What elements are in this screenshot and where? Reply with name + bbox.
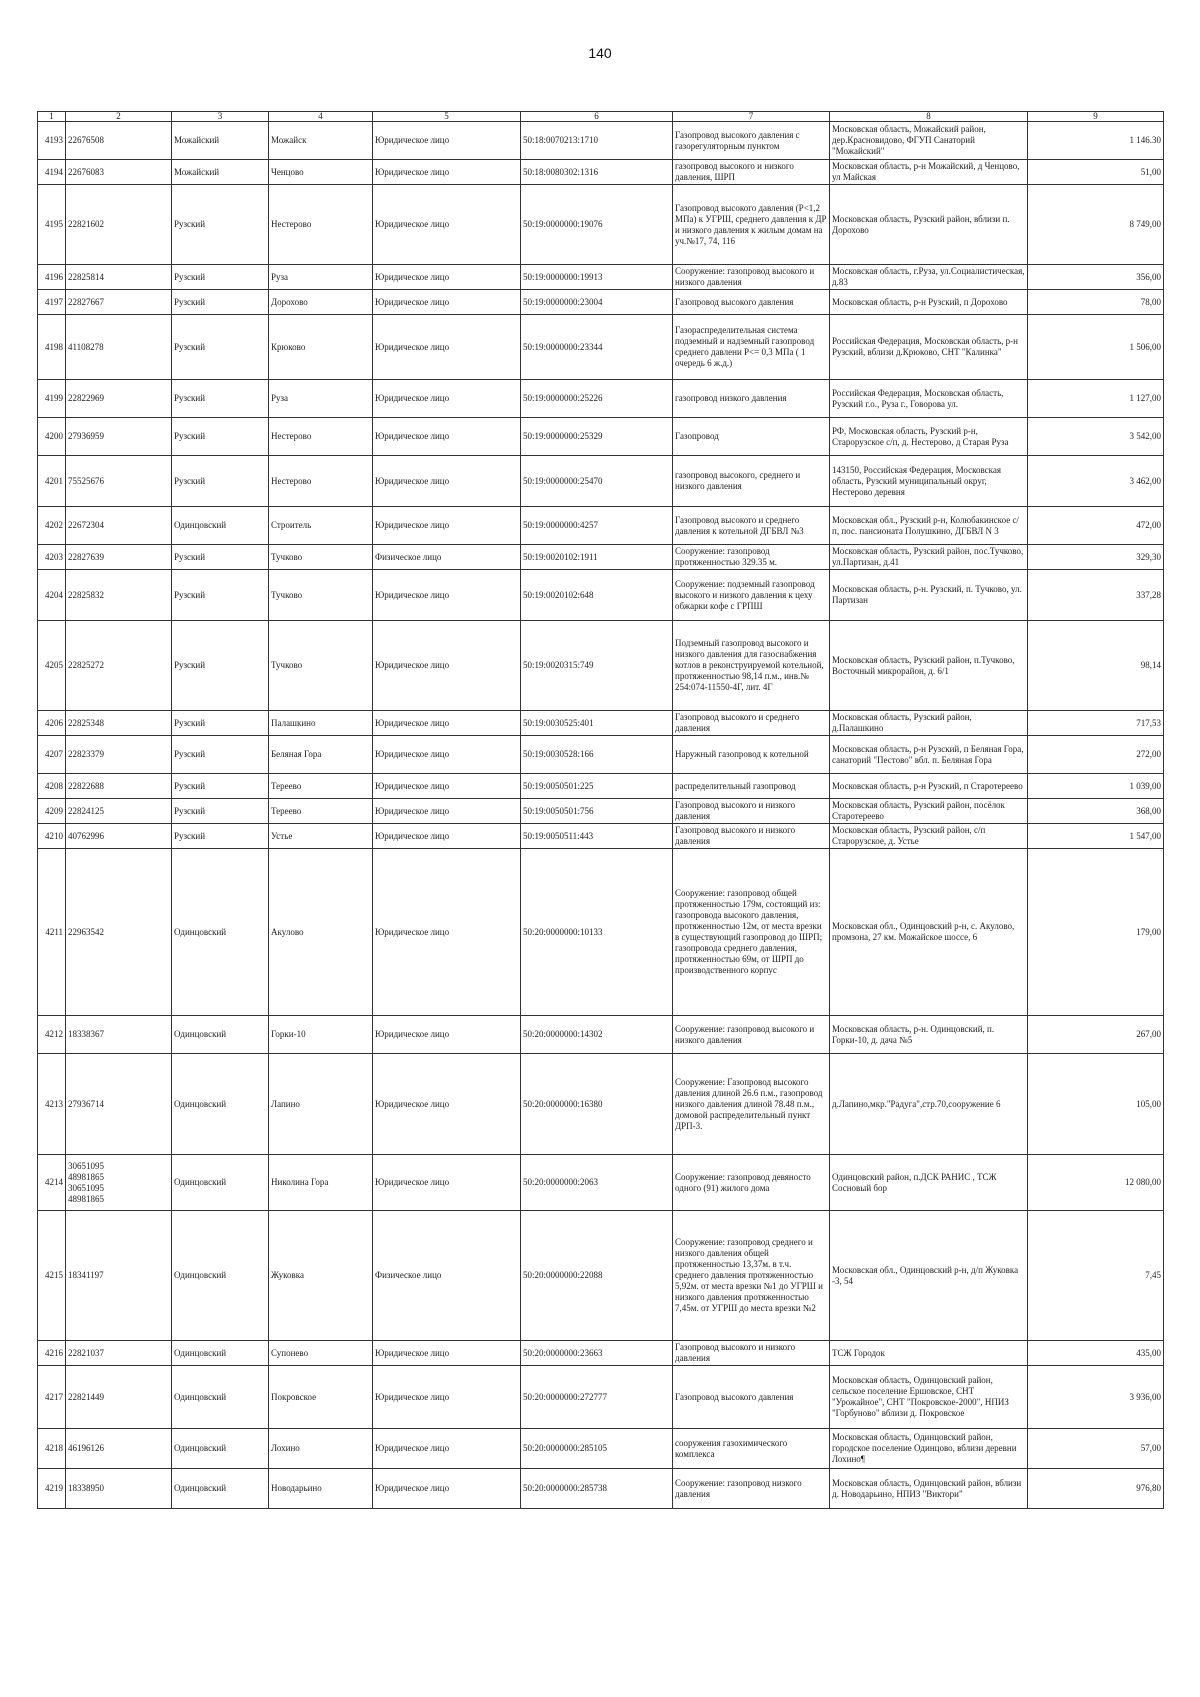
column-header: 7 [673,112,830,122]
cadastral-number-cell: 50:20:0000000:23663 [521,1341,673,1366]
district-cell: Одинцовский [172,1211,269,1341]
row-number-cell: 4215 [38,1211,66,1341]
owner-type-cell: Юридическое лицо [373,315,521,380]
column-header: 5 [373,112,521,122]
object-description-cell: Газопровод [673,418,830,456]
address-cell: Московская область, р-н Рузский, п Беляная Гора, санаторий "Пестово" вбл. п. Беляная Гора [830,736,1028,774]
object-description-cell: Газораспределительная система подземный и надземный газопровод среднего давлени Р<= 0,3 МПа ( 1 очередь 6 ж.д.) [673,315,830,380]
row-number-cell: 4205 [38,621,66,711]
table-row [38,160,1164,185]
table-row [38,711,1164,736]
value-cell: 368,00 [1028,799,1164,824]
object-description-cell: газопровод высокого, среднего и низкого давления [673,456,830,507]
address-cell: Московская область, р-н Можайский, д Ченцово, ул Майская [830,160,1028,185]
locality-cell: Жуковка [269,1211,373,1341]
code-cell: 22821602 [66,185,172,265]
object-description-cell: Газопровод высокого давления [673,1366,830,1429]
cadastral-number-cell: 50:19:0000000:25226 [521,380,673,418]
address-cell: ТСЖ Городок [830,1341,1028,1366]
locality-cell: Лохино [269,1429,373,1469]
row-number-cell: 4211 [38,849,66,1016]
table-row [38,315,1164,380]
code-cell: 18341197 [66,1211,172,1341]
cadastral-number-cell: 50:19:0050501:225 [521,774,673,799]
row-number-cell: 4194 [38,160,66,185]
cadastral-number-cell: 50:20:0000000:16380 [521,1054,673,1155]
object-description-cell: сооружения газохимического комплекса [673,1429,830,1469]
cadastral-number-cell: 50:20:0000000:2063 [521,1155,673,1211]
district-cell: Рузский [172,621,269,711]
code-cell: 22824125 [66,799,172,824]
code-cell: 22823379 [66,736,172,774]
address-cell: Одинцовский район, п.ДСК РАНИС , ТСЖ Сосновый бор [830,1155,1028,1211]
address-cell: РФ, Московская область, Рузский р-н, Старорузское с/п, д. Нестерово, д Старая Руза [830,418,1028,456]
district-cell: Рузский [172,711,269,736]
value-cell: 1 127,00 [1028,380,1164,418]
row-number-cell: 4202 [38,507,66,545]
registry-table [37,111,1164,1509]
code-cell: 30651095 48981865 30651095 48981865 [66,1155,172,1211]
address-cell: Московская область, Рузский район, вблизи п. Дорохово [830,185,1028,265]
cadastral-number-cell: 50:20:0000000:10133 [521,849,673,1016]
row-number-cell: 4214 [38,1155,66,1211]
locality-cell: Беляная Гора [269,736,373,774]
value-cell: 78,00 [1028,290,1164,315]
value-cell: 3 462,00 [1028,456,1164,507]
object-description-cell: Сооружение: газопровод высокого и низкого давления [673,1016,830,1054]
table-row [38,1211,1164,1341]
row-number-cell: 4206 [38,711,66,736]
value-cell: 267,00 [1028,1016,1164,1054]
table-row [38,849,1164,1016]
table-row [38,185,1164,265]
value-cell: 272,00 [1028,736,1164,774]
locality-cell: Тучково [269,545,373,570]
code-cell: 22825832 [66,570,172,621]
object-description-cell: Сооружение: газопровод девяносто одного (91) жилого дома [673,1155,830,1211]
row-number-cell: 4210 [38,824,66,849]
cadastral-number-cell: 50:20:0000000:285738 [521,1469,673,1509]
value-cell: 7,45 [1028,1211,1164,1341]
address-cell: Московская область, Одинцовский район, городское поселение Одинцово, вблизи деревни Лохино¶ [830,1429,1028,1469]
value-cell: 472,00 [1028,507,1164,545]
district-cell: Одинцовский [172,1469,269,1509]
table-row [38,1341,1164,1366]
locality-cell: Можайск [269,122,373,160]
owner-type-cell: Юридическое лицо [373,185,521,265]
address-cell: Московская область, р-н Рузский, п Старотереево [830,774,1028,799]
code-cell: 75525676 [66,456,172,507]
row-number-cell: 4209 [38,799,66,824]
address-cell: Московская область, Рузский район, посёлок Старотереево [830,799,1028,824]
address-cell: Московская область, Одинцовский район, вблизи д. Новодарьино, НПИЗ "Виктори" [830,1469,1028,1509]
owner-type-cell: Юридическое лицо [373,418,521,456]
locality-cell: Тучково [269,621,373,711]
object-description-cell: Газопровод высокого и низкого давления [673,799,830,824]
owner-type-cell: Юридическое лицо [373,456,521,507]
locality-cell: Покровское [269,1366,373,1429]
table-row [38,1155,1164,1211]
district-cell: Рузский [172,290,269,315]
column-header: 1 [38,112,66,122]
address-cell: Московская область, р-н. Рузский, п. Тучково, ул. Партизан [830,570,1028,621]
value-cell: 3 542,00 [1028,418,1164,456]
row-number-cell: 4212 [38,1016,66,1054]
locality-cell: Ченцово [269,160,373,185]
table-row [38,736,1164,774]
owner-type-cell: Юридическое лицо [373,799,521,824]
code-cell: 22825348 [66,711,172,736]
table-row [38,1016,1164,1054]
owner-type-cell: Юридическое лицо [373,621,521,711]
column-header: 3 [172,112,269,122]
locality-cell: Устье [269,824,373,849]
cadastral-number-cell: 50:19:0000000:23004 [521,290,673,315]
row-number-cell: 4217 [38,1366,66,1429]
address-cell: Российская Федерация, Московская область, Рузский г.о., Руза г., Говорова ул. [830,380,1028,418]
column-header: 8 [830,112,1028,122]
district-cell: Одинцовский [172,1366,269,1429]
cadastral-number-cell: 50:19:0020315:749 [521,621,673,711]
value-cell: 356,00 [1028,265,1164,290]
row-number-cell: 4207 [38,736,66,774]
locality-cell: Тереево [269,774,373,799]
value-cell: 51,00 [1028,160,1164,185]
address-cell: Московская область, Рузский район, д.Палашкино [830,711,1028,736]
table-row [38,122,1164,160]
object-description-cell: Сооружение: газопровод протяженностью 329.35 м. [673,545,830,570]
owner-type-cell: Юридическое лицо [373,774,521,799]
table-row [38,621,1164,711]
table-row [38,380,1164,418]
row-number-cell: 4213 [38,1054,66,1155]
column-header: 2 [66,112,172,122]
owner-type-cell: Юридическое лицо [373,290,521,315]
address-cell: Московская область, р-н. Одинцовский, п. Горки-10, д. дача №5 [830,1016,1028,1054]
cadastral-number-cell: 50:19:0000000:4257 [521,507,673,545]
cadastral-number-cell: 50:19:0020102:1911 [521,545,673,570]
table-row [38,799,1164,824]
district-cell: Рузский [172,456,269,507]
cadastral-number-cell: 50:19:0050501:756 [521,799,673,824]
table-row [38,290,1164,315]
table-row [38,774,1164,799]
address-cell: д.Лапино,мкр."Радуга",стр.70,сооружение 6 [830,1054,1028,1155]
owner-type-cell: Физическое лицо [373,1211,521,1341]
value-cell: 1 146.30 [1028,122,1164,160]
row-number-cell: 4219 [38,1469,66,1509]
address-cell: Московская область, р-н Рузский, п Дорохово [830,290,1028,315]
address-cell: Московская обл., Рузский р-н, Колюбакинское с/п, пос. пансионата Полушкино, ДГБВЛ N 3 [830,507,1028,545]
code-cell: 22827639 [66,545,172,570]
cadastral-number-cell: 50:20:0000000:14302 [521,1016,673,1054]
locality-cell: Дорохово [269,290,373,315]
code-cell: 40762996 [66,824,172,849]
object-description-cell: Газопровод высокого и низкого давления [673,1341,830,1366]
locality-cell: Лапино [269,1054,373,1155]
locality-cell: Палашкино [269,711,373,736]
address-cell: Московская область, г.Руза, ул.Социалистическая, д.83 [830,265,1028,290]
district-cell: Рузский [172,736,269,774]
table-row [38,1366,1164,1429]
locality-cell: Руза [269,380,373,418]
value-cell: 1 547,00 [1028,824,1164,849]
value-cell: 8 749,00 [1028,185,1164,265]
object-description-cell: Газопровод высокого и среднего давления к котельной ДГБВЛ №3 [673,507,830,545]
table-row [38,1054,1164,1155]
locality-cell: Тучково [269,570,373,621]
address-cell: Московская область, Можайский район, дер.Красновидово, ФГУП Санаторий "Можайский" [830,122,1028,160]
value-cell: 329,30 [1028,545,1164,570]
cadastral-number-cell: 50:18:0080302:1316 [521,160,673,185]
district-cell: Рузский [172,185,269,265]
column-header: 9 [1028,112,1164,122]
owner-type-cell: Физическое лицо [373,545,521,570]
owner-type-cell: Юридическое лицо [373,1429,521,1469]
table-row [38,507,1164,545]
value-cell: 337,28 [1028,570,1164,621]
code-cell: 22821449 [66,1366,172,1429]
header-row [38,112,1164,122]
locality-cell: Нестерово [269,456,373,507]
value-cell: 435,00 [1028,1341,1164,1366]
code-cell: 46196126 [66,1429,172,1469]
row-number-cell: 4195 [38,185,66,265]
object-description-cell: Сооружение: подземный газопровод высокого и низкого давления к цеху обжарки кофе с ГРПШ [673,570,830,621]
cadastral-number-cell: 50:19:0000000:23344 [521,315,673,380]
owner-type-cell: Юридическое лицо [373,1469,521,1509]
row-number-cell: 4199 [38,380,66,418]
address-cell: Московская область, Рузский район, п.Тучково, Восточный микрорайон, д. 6/1 [830,621,1028,711]
code-cell: 22822688 [66,774,172,799]
object-description-cell: Наружный газопровод к котельной [673,736,830,774]
locality-cell: Нестерово [269,185,373,265]
cadastral-number-cell: 50:19:0050511:443 [521,824,673,849]
district-cell: Одинцовский [172,1016,269,1054]
address-cell: Российская Федерация, Московская область, р-н Рузский, вблизи д.Крюково, СНТ "Калинка" [830,315,1028,380]
locality-cell: Супонево [269,1341,373,1366]
owner-type-cell: Юридическое лицо [373,265,521,290]
owner-type-cell: Юридическое лицо [373,380,521,418]
locality-cell: Николина Гора [269,1155,373,1211]
owner-type-cell: Юридическое лицо [373,1054,521,1155]
value-cell: 12 080,00 [1028,1155,1164,1211]
address-cell: Московская область, Рузский район, с/п Старорузское, д. Устье [830,824,1028,849]
owner-type-cell: Юридическое лицо [373,736,521,774]
column-header: 4 [269,112,373,122]
row-number-cell: 4216 [38,1341,66,1366]
column-header: 6 [521,112,673,122]
district-cell: Одинцовский [172,1429,269,1469]
row-number-cell: 4201 [38,456,66,507]
object-description-cell: Сооружение: газопровод среднего и низкого давления общей протяженностью 13,37м. в т.ч. среднего давления протяженностью 5,92м. от места врезки №1 до УГРШ и низкого давления протяженностью 7,45м. от УГРШ до места врезки №2 [673,1211,830,1341]
district-cell: Рузский [172,774,269,799]
cadastral-number-cell: 50:20:0000000:285105 [521,1429,673,1469]
cadastral-number-cell: 50:19:0000000:25329 [521,418,673,456]
object-description-cell: Сооружение: Газопровод высокого давления длиной 26.6 п.м., газопровод низкого давления длиной 78.48 п.м., домовой распределительный пункт ДРП-3. [673,1054,830,1155]
locality-cell: Новодарьино [269,1469,373,1509]
locality-cell: Строитель [269,507,373,545]
cadastral-number-cell: 50:18:0070213:1710 [521,122,673,160]
row-number-cell: 4218 [38,1429,66,1469]
owner-type-cell: Юридическое лицо [373,1155,521,1211]
owner-type-cell: Юридическое лицо [373,1366,521,1429]
district-cell: Одинцовский [172,1054,269,1155]
owner-type-cell: Юридическое лицо [373,570,521,621]
code-cell: 22825814 [66,265,172,290]
table-row [38,456,1164,507]
object-description-cell: газопровод высокого и низкого давления, ШРП [673,160,830,185]
page-number: 140 [588,45,612,61]
row-number-cell: 4204 [38,570,66,621]
row-number-cell: 4200 [38,418,66,456]
locality-cell: Руза [269,265,373,290]
object-description-cell: Газопровод высокого давления (Р<1,2 МПа) к УГРШ, среднего давления к ДР и низкого давления к жилым домам на уч.№17, 74, 116 [673,185,830,265]
owner-type-cell: Юридическое лицо [373,711,521,736]
cadastral-number-cell: 50:19:0000000:19913 [521,265,673,290]
object-description-cell: газопровод низкого давления [673,380,830,418]
value-cell: 57,00 [1028,1429,1164,1469]
owner-type-cell: Юридическое лицо [373,824,521,849]
value-cell: 976,80 [1028,1469,1164,1509]
district-cell: Одинцовский [172,1155,269,1211]
object-description-cell: Газопровод высокого и среднего давления [673,711,830,736]
district-cell: Рузский [172,265,269,290]
address-cell: Московская обл., Одинцовский р-н, д/п Жуковка -3, 54 [830,1211,1028,1341]
row-number-cell: 4203 [38,545,66,570]
address-cell: 143150, Российская Федерация, Московская область, Рузский муниципальный округ, Нестерово деревня [830,456,1028,507]
cadastral-number-cell: 50:20:0000000:22088 [521,1211,673,1341]
address-cell: Московская область, Рузский район, пос.Тучково, ул.Партизан, д.41 [830,545,1028,570]
table-row [38,824,1164,849]
locality-cell: Нестерово [269,418,373,456]
owner-type-cell: Юридическое лицо [373,160,521,185]
district-cell: Одинцовский [172,1341,269,1366]
value-cell: 3 936,00 [1028,1366,1164,1429]
table-row [38,1429,1164,1469]
object-description-cell: Сооружение: газопровод высокого и низкого давления [673,265,830,290]
code-cell: 22825272 [66,621,172,711]
value-cell: 105,00 [1028,1054,1164,1155]
object-description-cell: распределительный газопровод [673,774,830,799]
code-cell: 22676508 [66,122,172,160]
cadastral-number-cell: 50:19:0000000:19076 [521,185,673,265]
cadastral-number-cell: 50:20:0000000:272777 [521,1366,673,1429]
address-cell: Московская обл., Одинцовский р-н, с. Акулово, промзона, 27 км. Можайское шоссе, 6 [830,849,1028,1016]
value-cell: 179,00 [1028,849,1164,1016]
object-description-cell: Газопровод высокого и низкого давления [673,824,830,849]
table-row [38,1469,1164,1509]
row-number-cell: 4196 [38,265,66,290]
code-cell: 22827667 [66,290,172,315]
row-number-cell: 4208 [38,774,66,799]
address-cell: Московская область, Одинцовский район, сельское поселение Ершовское, СНТ "Урожайное", СНТ "Покровское-2000", НПИЗ "Горбуново" вблизи д. Покровское [830,1366,1028,1429]
table-row [38,570,1164,621]
code-cell: 27936714 [66,1054,172,1155]
owner-type-cell: Юридическое лицо [373,507,521,545]
table-body [38,122,1164,1509]
owner-type-cell: Юридическое лицо [373,122,521,160]
cadastral-number-cell: 50:19:0030528:166 [521,736,673,774]
district-cell: Можайский [172,122,269,160]
value-cell: 717,53 [1028,711,1164,736]
locality-cell: Горки-10 [269,1016,373,1054]
owner-type-cell: Юридическое лицо [373,1341,521,1366]
value-cell: 98,14 [1028,621,1164,711]
locality-cell: Тереево [269,799,373,824]
district-cell: Рузский [172,824,269,849]
owner-type-cell: Юридическое лицо [373,1016,521,1054]
code-cell: 22676083 [66,160,172,185]
row-number-cell: 4198 [38,315,66,380]
row-number-cell: 4197 [38,290,66,315]
object-description-cell: Сооружение: газопровод общей протяженностью 179м, состоящий из: газопровода высокого давления, протяженностью 12м, от места врезки в существующий газопровод до ШРП; газопровода среднего давления, протяженностью 69м, от ШРП до производственного корпус [673,849,830,1016]
code-cell: 22672304 [66,507,172,545]
code-cell: 18338950 [66,1469,172,1509]
district-cell: Рузский [172,545,269,570]
cadastral-number-cell: 50:19:0020102:648 [521,570,673,621]
code-cell: 27936959 [66,418,172,456]
object-description-cell: Газопровод высокого давления с газорегуляторным пунктом [673,122,830,160]
object-description-cell: Подземный газопровод высокого и низкого давления для газоснабжения котлов в реконструируемой котельной, протяженностью 98,14 п.м., инв.№ 254:074-11550-4Г, лит. 4Г [673,621,830,711]
district-cell: Одинцовский [172,507,269,545]
district-cell: Рузский [172,315,269,380]
locality-cell: Крюково [269,315,373,380]
cadastral-number-cell: 50:19:0030525:401 [521,711,673,736]
district-cell: Рузский [172,418,269,456]
object-description-cell: Сооружение: газопровод низкого давления [673,1469,830,1509]
code-cell: 22821037 [66,1341,172,1366]
district-cell: Одинцовский [172,849,269,1016]
owner-type-cell: Юридическое лицо [373,849,521,1016]
value-cell: 1 039,00 [1028,774,1164,799]
code-cell: 41108278 [66,315,172,380]
locality-cell: Акулово [269,849,373,1016]
district-cell: Рузский [172,570,269,621]
code-cell: 22822969 [66,380,172,418]
district-cell: Рузский [172,380,269,418]
table-row [38,265,1164,290]
table-row [38,545,1164,570]
object-description-cell: Газопровод высокого давления [673,290,830,315]
table-row [38,418,1164,456]
row-number-cell: 4193 [38,122,66,160]
district-cell: Рузский [172,799,269,824]
cadastral-number-cell: 50:19:0000000:25470 [521,456,673,507]
code-cell: 22963542 [66,849,172,1016]
code-cell: 18338367 [66,1016,172,1054]
value-cell: 1 506,00 [1028,315,1164,380]
district-cell: Можайский [172,160,269,185]
